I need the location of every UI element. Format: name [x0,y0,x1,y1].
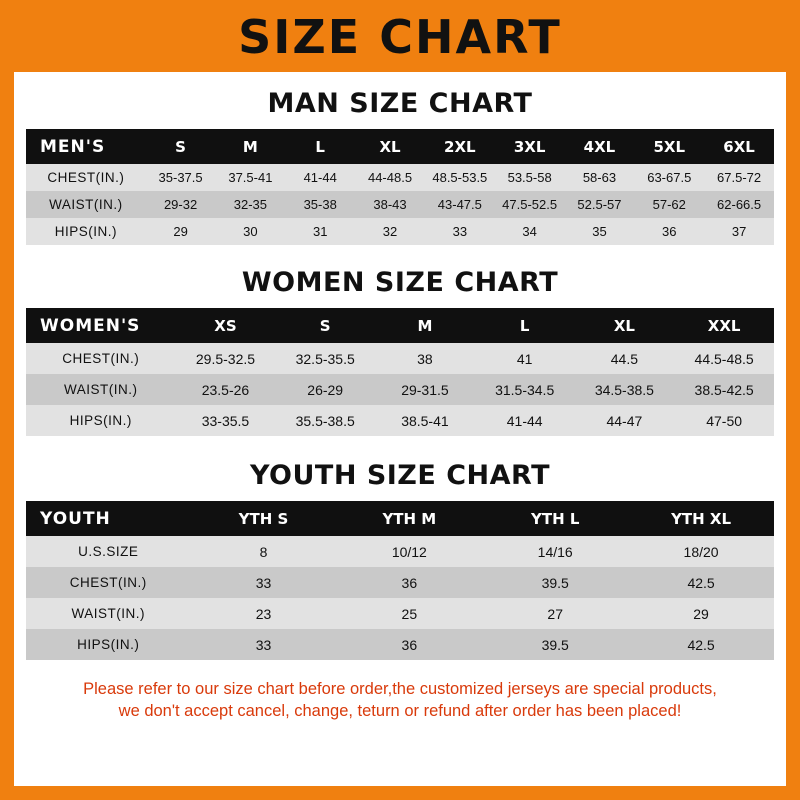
table-header-row [26,129,774,164]
table-cell: 52.5-57 [565,191,635,218]
table-cell: 44-48.5 [355,164,425,191]
column-header: L [285,129,355,164]
table-cell: 44.5-48.5 [674,343,774,374]
column-header: YTH XL [628,501,774,536]
row-label: HIPS(IN.) [26,629,191,660]
row-label: CHEST(IN.) [26,164,146,191]
row-label: CHEST(IN.) [26,343,176,374]
top-banner [0,0,800,72]
table-cell: 29 [628,598,774,629]
table-cell: 37 [704,218,774,245]
row-label: WAIST(IN.) [26,598,191,629]
row-label: HIPS(IN.) [26,218,146,245]
man-section-title: MAN SIZE CHART [267,88,533,119]
table-row [26,218,774,245]
column-header: L [475,308,575,343]
column-header: XL [355,129,425,164]
women-size-table [26,308,774,436]
table-cell: 38 [375,343,475,374]
column-header: YTH M [336,501,482,536]
table-row [26,343,774,374]
table-cell: 29.5-32.5 [176,343,276,374]
table-cell: 25 [336,598,482,629]
footer-note [26,678,774,723]
table-cell: 30 [215,218,285,245]
page-title: SIZE CHART [238,10,562,64]
table-cell: 67.5-72 [704,164,774,191]
table-cell: 32.5-35.5 [275,343,375,374]
table-cell: 44-47 [575,405,675,436]
table-cell: 36 [336,567,482,598]
table-cell: 33 [191,567,337,598]
man-size-table [26,129,774,245]
column-header: 5XL [634,129,704,164]
column-header: S [146,129,216,164]
table-row [26,191,774,218]
table-row [26,164,774,191]
table-cell: 34 [495,218,565,245]
table-header-row [26,308,774,343]
table-cell: 14/16 [482,536,628,567]
table-cell: 33 [425,218,495,245]
table-cell: 48.5-53.5 [425,164,495,191]
table-cell: 63-67.5 [634,164,704,191]
table-cell: 43-47.5 [425,191,495,218]
column-header: MEN'S [26,129,146,164]
youth-section-title: YOUTH SIZE CHART [249,460,551,491]
table-cell: 44.5 [575,343,675,374]
table-cell: 23.5-26 [176,374,276,405]
table-cell: 35.5-38.5 [275,405,375,436]
table-cell: 27 [482,598,628,629]
column-header: M [215,129,285,164]
table-row [26,374,774,405]
table-cell: 36 [336,629,482,660]
row-label: HIPS(IN.) [26,405,176,436]
table-cell: 38.5-42.5 [674,374,774,405]
table-cell: 58-63 [565,164,635,191]
table-cell: 42.5 [628,567,774,598]
column-header: WOMEN'S [26,308,176,343]
table-cell: 33 [191,629,337,660]
table-cell: 18/20 [628,536,774,567]
column-header: 3XL [495,129,565,164]
column-header: 2XL [425,129,495,164]
table-cell: 10/12 [336,536,482,567]
table-cell: 36 [634,218,704,245]
table-cell: 39.5 [482,629,628,660]
table-row [26,567,774,598]
table-cell: 29 [146,218,216,245]
bottom-accent-bar [0,786,800,800]
column-header: 4XL [565,129,635,164]
table-cell: 8 [191,536,337,567]
column-header: YTH L [482,501,628,536]
table-cell: 35 [565,218,635,245]
column-header: XS [176,308,276,343]
row-label: U.S.SIZE [26,536,191,567]
row-label: CHEST(IN.) [26,567,191,598]
footer-note-line-2: we don't accept cancel, change, teturn or refund after order has been placed! [118,702,682,721]
table-cell: 41 [475,343,575,374]
table-cell: 37.5-41 [215,164,285,191]
table-cell: 42.5 [628,629,774,660]
table-cell: 39.5 [482,567,628,598]
table-cell: 41-44 [285,164,355,191]
women-section-title: WOMEN SIZE CHART [241,267,559,298]
table-header-row [26,501,774,536]
youth-size-table [26,501,774,660]
table-cell: 33-35.5 [176,405,276,436]
table-cell: 31.5-34.5 [475,374,575,405]
table-row [26,629,774,660]
table-cell: 47.5-52.5 [495,191,565,218]
footer-note-line-1: Please refer to our size chart before order,the customized jerseys are special products, [83,680,717,698]
table-cell: 53.5-58 [495,164,565,191]
row-label: WAIST(IN.) [26,374,176,405]
table-cell: 62-66.5 [704,191,774,218]
table-cell: 38-43 [355,191,425,218]
column-header: YTH S [191,501,337,536]
table-cell: 35-38 [285,191,355,218]
column-header: 6XL [704,129,774,164]
table-cell: 31 [285,218,355,245]
column-header: M [375,308,475,343]
table-cell: 26-29 [275,374,375,405]
table-row [26,405,774,436]
chart-content [14,88,786,723]
table-cell: 32-35 [215,191,285,218]
table-cell: 41-44 [475,405,575,436]
table-cell: 29-31.5 [375,374,475,405]
table-cell: 38.5-41 [375,405,475,436]
column-header: YOUTH [26,501,191,536]
column-header: S [275,308,375,343]
table-cell: 29-32 [146,191,216,218]
row-label: WAIST(IN.) [26,191,146,218]
table-row [26,536,774,567]
table-cell: 34.5-38.5 [575,374,675,405]
column-header: XL [575,308,675,343]
column-header: XXL [674,308,774,343]
table-cell: 47-50 [674,405,774,436]
table-cell: 35-37.5 [146,164,216,191]
table-row [26,598,774,629]
table-cell: 32 [355,218,425,245]
table-cell: 57-62 [634,191,704,218]
table-cell: 23 [191,598,337,629]
